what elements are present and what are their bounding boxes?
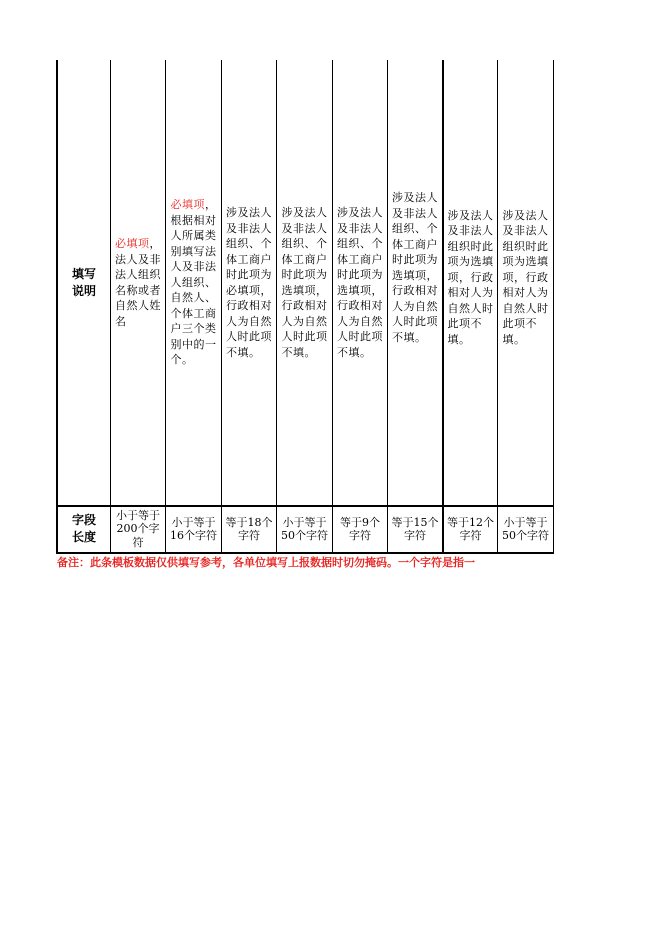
- description-body: 涉及法人及非法人组织、个体工商户时此项为选填项，行政相对人为自然人时此项不填。: [392, 191, 438, 344]
- length-cell: [222, 506, 276, 552]
- description-body: 涉及法人及非法人组织、个体工商户时此项为选填项，行政相对人为自然人时此项不填。: [281, 206, 328, 359]
- description-body: 涉及法人及非法人组织时此项为选填项，行政相对人为自然人时此项不填。: [502, 208, 549, 346]
- description-cell: [498, 60, 553, 505]
- row-label-length: [58, 506, 110, 552]
- description-body: ，根据相对人所属类别填写法人及非法人组织、自然人、个体工商户三个类别中的一个。: [170, 198, 217, 367]
- length-cell: [166, 506, 221, 552]
- footnote: 备注：此条模板数据仅供填写参考，各单位填写上报数据时切勿掩码。一个字符是指一: [57, 556, 475, 569]
- length-cell: [498, 506, 553, 552]
- length-cell: [388, 506, 442, 552]
- description-body: ，法人及非法人组织名称或者自然人姓名: [115, 237, 161, 328]
- description-cell: [277, 60, 332, 505]
- length-text: 小于等于50个字符: [281, 515, 328, 542]
- length-text: 小于等于16个字符: [170, 515, 217, 542]
- description-cell: [166, 60, 221, 505]
- description-body: 涉及法人及非法人组织时此项为选填项，行政相对人为自然人时此项不填。: [447, 208, 494, 346]
- description-text: [503, 208, 549, 348]
- length-text: 小于等于200个字符: [116, 508, 160, 549]
- description-text: [392, 190, 438, 345]
- length-cell: [444, 506, 497, 552]
- row-label-description: [58, 60, 110, 505]
- description-cell: [333, 60, 387, 505]
- length-cell: [277, 506, 332, 552]
- row-label-length-text: 字段长度: [71, 513, 96, 544]
- description-text: [282, 205, 328, 360]
- description-cell: [444, 60, 497, 505]
- description-text: [226, 205, 272, 360]
- description-cell: [222, 60, 276, 505]
- length-cell: [111, 506, 165, 552]
- description-text: [115, 236, 161, 329]
- required-marker: 必填项: [170, 198, 205, 212]
- length-text: 等于18个字符: [225, 515, 273, 542]
- length-cell: [333, 506, 387, 552]
- description-text: [448, 208, 494, 348]
- length-text: 等于9个字符: [340, 515, 380, 542]
- row-label-description-text: 填写说明: [71, 266, 96, 298]
- length-text: 小于等于50个字符: [502, 515, 549, 542]
- description-text: [171, 197, 217, 368]
- description-body: 涉及法人及非法人组织、个体工商户时此项为必填项，行政相对人为自然人时此项不填。: [226, 206, 272, 359]
- length-text: 等于15个字符: [391, 515, 439, 542]
- description-cell: [111, 60, 165, 505]
- description-body: 涉及法人及非法人组织、个体工商户时此项为选填项，行政相对人为自然人时此项不填。: [337, 206, 383, 359]
- length-text: 等于12个字符: [447, 515, 494, 542]
- description-text: [337, 205, 383, 360]
- required-marker: 必填项: [115, 237, 150, 250]
- description-cell: [388, 60, 442, 505]
- table-border-right: [553, 60, 554, 553]
